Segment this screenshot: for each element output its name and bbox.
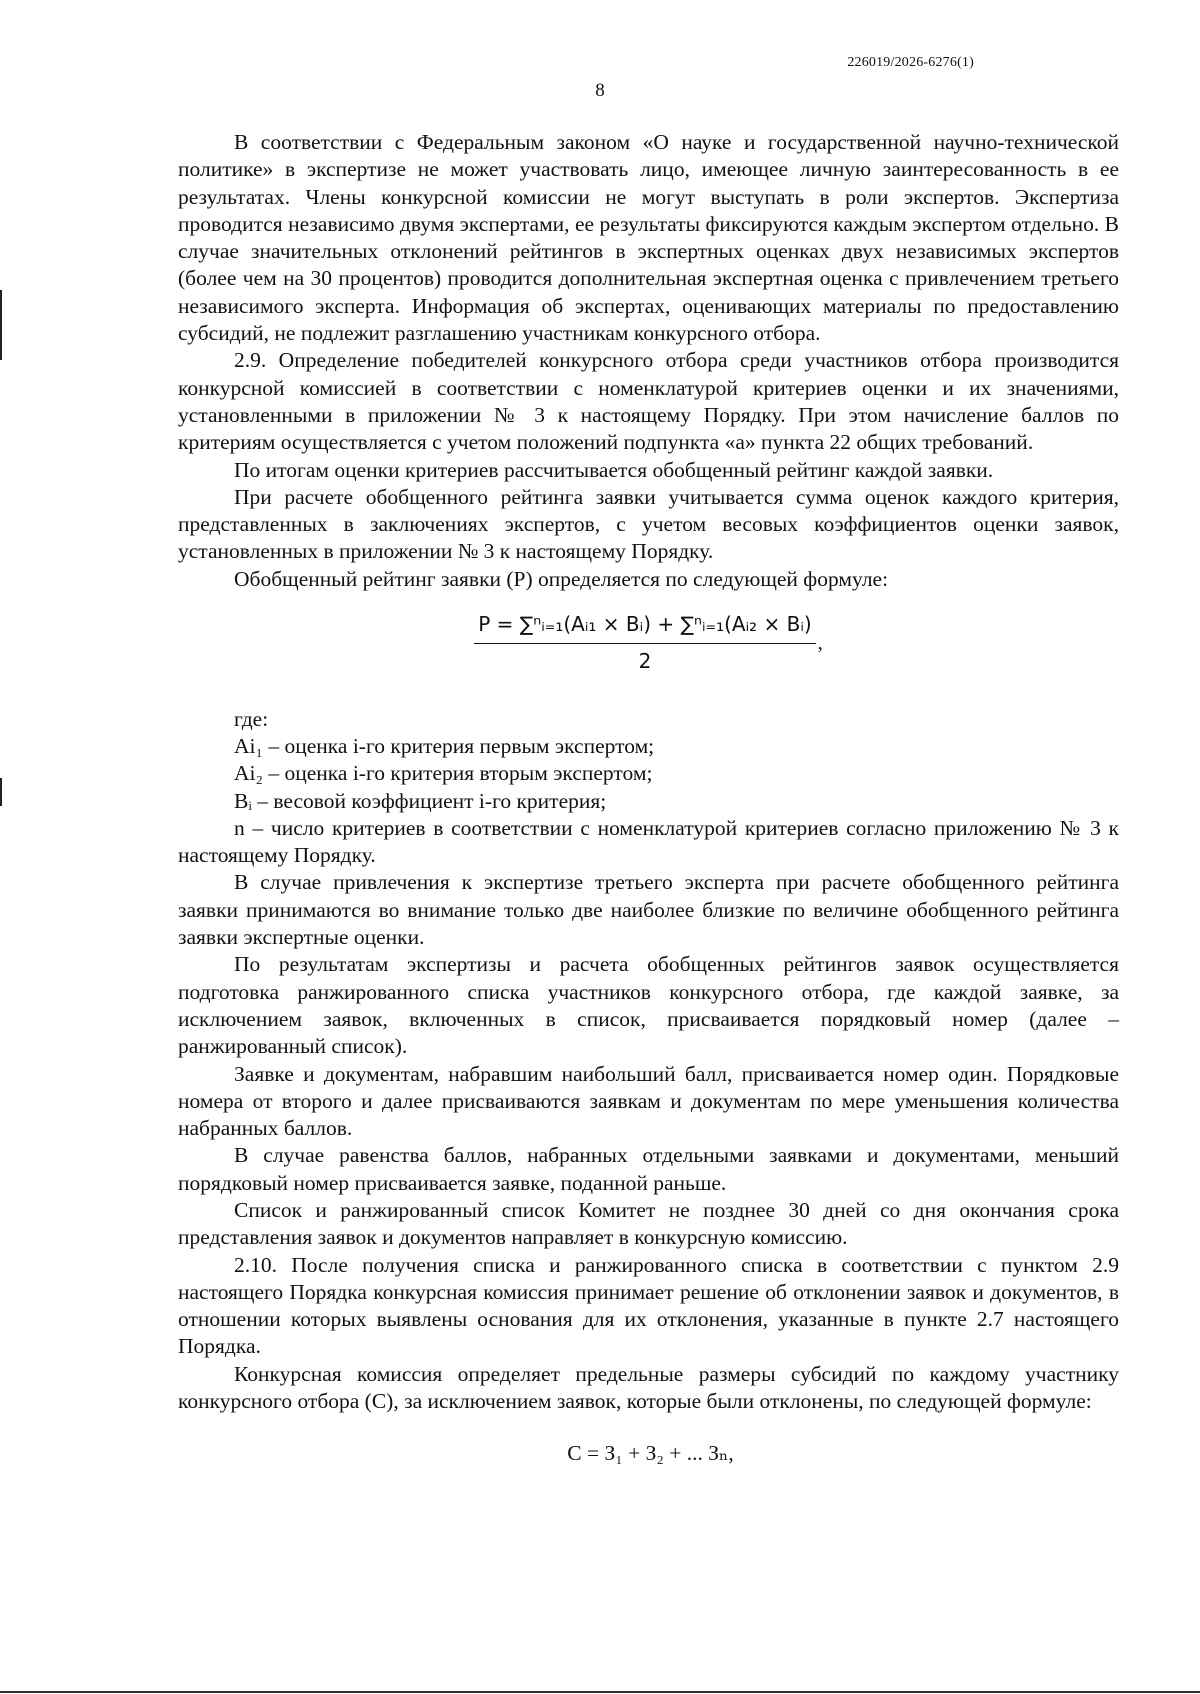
variable-ai2: Ai₂ – оценка i-го критерия вторым экспертом; <box>234 761 653 786</box>
paragraph-2-10: 2.10. После получения списка и ранжированного списка в соответствии с пунктом 2.9 настоящего Порядка конкурсная комиссия принимает решение об отклонении заявок и документов, в отношении которых выявлены основания для их отклонения, указанные в пункте 2.7 настоящего Порядка. <box>178 1252 1119 1359</box>
paragraph-highest-score: Заявке и документам, набравшим наибольший балл, присваивается номер один. Порядковые номера от второго и далее присваиваются заявкам и документам по мере уменьшения количества набранных баллов. <box>178 1061 1119 1141</box>
formula-c: С = З₁ + З₂ + ... Зₙ, <box>567 1441 734 1466</box>
paragraph-experts: В соответствии с Федеральным законом «О науке и государственной научно-технической политике» в экспертизе не может участвовать лицо, имеющее личную заинтересованность в ее результатах. Члены конкурсной комиссии не могут выступать в роли экспертов. Экспертиза проводится независимо двумя экспертами, ее результаты фиксируются каждым экспертом отдельно. В случае значительных отклонений рейтингов в экспертных оценках двух независимых экспертов (более чем на 30 процентов) проводится дополнительная экспертная оценка с привлечением третьего независимого эксперта. Информация об экспертах, оценивающих материалы по предоставлению субсидий, не подлежит разглашению участникам конкурсного отбора. <box>178 130 1119 346</box>
paragraph-rating-calculation: При расчете обобщенного рейтинга заявки учитывается сумма оценок каждого критерия, представленных в заключениях экспертов, с учетом весовых коэффициентов оценки заявок, установленных в приложении № 3 к настоящему Порядку. <box>178 484 1119 564</box>
formula-fraction <box>474 611 816 676</box>
scan-edge-mark <box>0 290 2 360</box>
formula-denominator: 2 <box>638 649 652 674</box>
variable-ai1: Ai₁ – оценка i-го критерия первым экспертом; <box>234 733 655 758</box>
paragraph-2-9: 2.9. Определение победителей конкурсного отбора среди участников отбора производится конкурсной комиссией в соответствии с номенклатурой критериев оценки и их значениями, установленными в приложении № 3 к настоящему Порядку. При этом начисление баллов по критериям осуществляется с учетом положений подпункта «а» пункта 22 общих требований. <box>178 348 1119 455</box>
paragraph-equal-scores: В случае равенства баллов, набранных отдельными заявками и документами, меньший порядковый номер присваивается заявке, поданной раньше. <box>178 1143 1119 1195</box>
document-id: 226019/2026-6276(1) <box>847 55 974 70</box>
where-label: где: <box>234 706 269 731</box>
paragraph-subsidy-limits: Конкурсная комиссия определяет предельные размеры субсидий по каждому участнику конкурсного отбора (С), за исключением заявок, которые были отклонены, по следующей формуле: <box>178 1361 1119 1414</box>
scan-edge-mark <box>0 778 2 806</box>
formula-numerator: P = ∑ⁿᵢ₌₁(Aᵢ₁ × Bᵢ) + ∑ⁿᵢ₌₁(Aᵢ₂ × Bᵢ) <box>474 611 816 644</box>
formula-comma: , <box>817 631 823 654</box>
scan-bottom-edge <box>0 1691 1200 1693</box>
paragraph-ranked-list: По результатам экспертизы и расчета обобщенных рейтингов заявок осуществляется подготовка ранжированного списка участников конкурсного отбора, где каждой заявке, за исключением заявок, включенных в список, присваивается порядковый номер (далее – ранжированный список). <box>178 952 1119 1059</box>
paragraph-formula-intro: Обобщенный рейтинг заявки (Р) определяется по следующей формуле: <box>234 566 889 591</box>
paragraph-list-deadline: Список и ранжированный список Комитет не позднее 30 дней со дня окончания срока представления заявок и документов направляет в конкурсную комиссию. <box>178 1197 1119 1250</box>
variable-n: n – число критериев в соответствии с номенклатурой критериев согласно приложению № 3 к настоящему Порядку. <box>178 815 1119 868</box>
variable-bi: Bᵢ – весовой коэффициент i-го критерия; <box>234 788 607 813</box>
paragraph-third-expert: В случае привлечения к экспертизе третьего эксперта при расчете обобщенного рейтинга заявки принимаются во внимание только две наиболее близкие по величине обобщенного рейтинга заявки экспертные оценки. <box>178 870 1119 950</box>
document-body <box>178 129 1119 1468</box>
formula-p <box>178 611 1119 676</box>
paragraph-rating-summary: По итогам оценки критериев рассчитывается обобщенный рейтинг каждой заявки. <box>234 457 994 482</box>
page-number: 8 <box>595 80 605 101</box>
